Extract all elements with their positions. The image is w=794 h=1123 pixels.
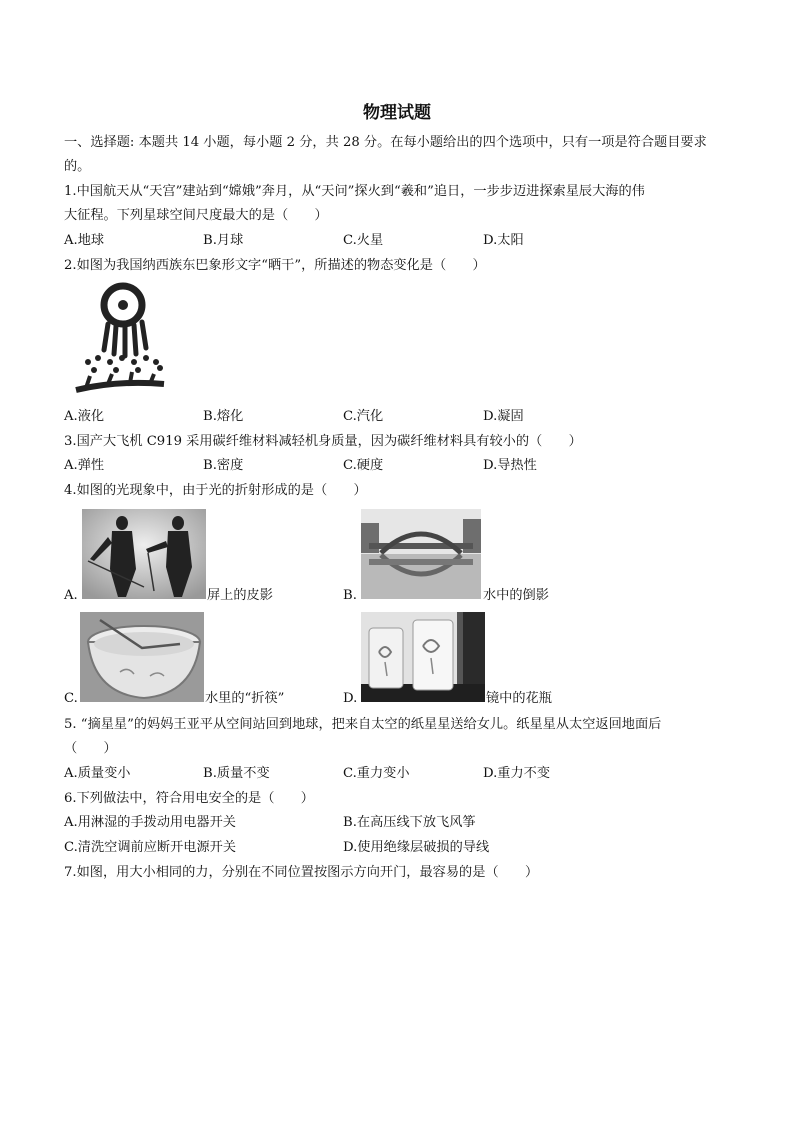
q3-stem: 3.国产大飞机 C919 采用碳纤维材料减轻机身质量，因为碳纤维材料具有较小的（ ）	[64, 434, 582, 449]
q1-option-c[interactable]: C.火星	[343, 233, 384, 248]
q4-option-a-caption: 屏上的皮影	[207, 588, 273, 603]
q6-stem: 6.下列做法中，符合用电安全的是（ ）	[64, 791, 314, 806]
q3-option-a[interactable]: A.弹性	[64, 458, 105, 473]
q1-option-b[interactable]: B.月球	[203, 233, 244, 248]
q4-option-c-letter[interactable]: C.	[64, 691, 78, 706]
q5-option-b[interactable]: B.质量不变	[203, 766, 270, 781]
q5-stem-line2: （ ）	[64, 741, 117, 756]
q1-stem-line1: 1.中国航天从“天宫”建站到“嫦娥”奔月，从“天问”探火到“羲和”追日，一步步迈进探索星辰大海的伟	[64, 184, 645, 199]
q6-option-c[interactable]: C.清洗空调前应断开电源开关	[64, 840, 237, 855]
bent-chopstick-image	[80, 612, 204, 702]
section-instruction-line1: 一、选择题: 本题共 14 小题，每小题 2 分，共 28 分。在每小题给出的四个选项中，只有一项是符合题目要求	[64, 135, 707, 150]
q7-stem: 7.如图，用大小相同的力，分别在不同位置按图示方向开门，最容易的是（ ）	[64, 865, 539, 880]
q2-option-c[interactable]: C.汽化	[343, 409, 384, 424]
q4-option-d-letter[interactable]: D.	[343, 691, 358, 706]
q1-option-d[interactable]: D.太阳	[483, 233, 524, 248]
q2-option-a[interactable]: A.液化	[64, 409, 105, 424]
q6-option-d[interactable]: D.使用绝缘层破损的导线	[343, 840, 490, 855]
dongba-pictograph-image	[68, 280, 172, 400]
page-title: 物理试题	[363, 103, 431, 123]
q4-option-d-caption: 镜中的花瓶	[486, 691, 552, 706]
shadow-puppet-image	[82, 509, 206, 599]
q4-option-b-caption: 水中的倒影	[483, 588, 549, 603]
q2-option-b[interactable]: B.熔化	[203, 409, 244, 424]
q2-stem: 2.如图为我国纳西族东巴象形文字“晒干”，所描述的物态变化是（ ）	[64, 258, 486, 273]
q4-option-b-letter[interactable]: B.	[343, 588, 357, 603]
q4-option-c-caption: 水里的“折筷”	[205, 691, 285, 706]
bridge-reflection-image	[361, 509, 481, 599]
q3-option-b[interactable]: B.密度	[203, 458, 244, 473]
q1-stem-line2: 大征程。下列星球空间尺度最大的是（ ）	[64, 208, 328, 223]
q4-option-a-letter[interactable]: A.	[64, 588, 78, 603]
q6-option-b[interactable]: B.在高压线下放飞风筝	[343, 815, 476, 830]
q3-option-d[interactable]: D.导热性	[483, 458, 537, 473]
q5-option-c[interactable]: C.重力变小	[343, 766, 410, 781]
q5-stem-line1: 5. “摘星星”的妈妈王亚平从空间站回到地球，把来自太空的纸星星送给女儿。纸星星从太空返回地面后	[64, 717, 662, 732]
q1-option-a[interactable]: A.地球	[64, 233, 105, 248]
q5-option-d[interactable]: D.重力不变	[483, 766, 551, 781]
q5-option-a[interactable]: A.质量变小	[64, 766, 131, 781]
q6-option-a[interactable]: A.用淋湿的手拨动用电器开关	[64, 815, 236, 830]
q3-option-c[interactable]: C.硬度	[343, 458, 384, 473]
q4-stem: 4.如图的光现象中，由于光的折射形成的是（ ）	[64, 483, 367, 498]
q2-option-d[interactable]: D.凝固	[483, 409, 524, 424]
section-instruction-line2: 的。	[64, 159, 91, 174]
mirror-vase-image	[361, 612, 485, 702]
